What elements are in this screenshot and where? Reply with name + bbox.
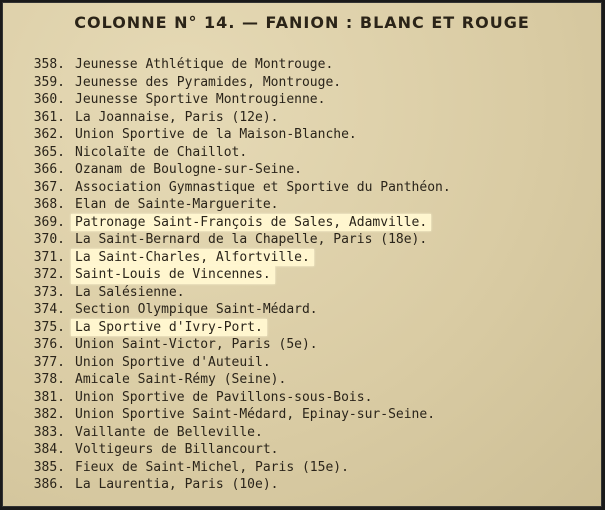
entry-name: Section Olympique Saint-Médard. [75, 302, 318, 317]
entry-name: Vaillante de Belleville. [75, 424, 263, 440]
entry-number: 359. [33, 74, 65, 90]
entry-name: La Salésienne. [75, 284, 185, 300]
entry-name: Voltigeurs de Billancourt. [75, 442, 279, 457]
entry-name: La Saint-Charles, Alfortville. [71, 249, 314, 267]
entry-name: Fieux de Saint-Michel, Paris (15e). [75, 459, 349, 475]
entry-number: 376. [33, 337, 65, 352]
entry-number: 385. [33, 459, 65, 475]
entry-number: 374. [33, 302, 65, 317]
list-item [21, 301, 455, 319]
list-item [21, 231, 455, 249]
list-item [21, 371, 455, 389]
entry-name: Union Sportive d'Auteuil. [75, 354, 271, 370]
entry-name: Nicolaïte de Chaillot. [75, 144, 248, 160]
entry-number: 383. [33, 424, 65, 440]
entry-number: 362. [33, 127, 65, 142]
list-item [21, 336, 455, 354]
entry-name: Jeunesse des Pyramides, Montrouge. [75, 74, 342, 90]
entry-name: Saint-Louis de Vincennes. [71, 266, 275, 284]
list-item [21, 441, 455, 459]
entry-number: 370. [33, 232, 65, 247]
entry-number: 372. [33, 267, 65, 282]
entry-number: 377. [33, 354, 65, 370]
entry-name: La Sportive d'Ivry-Port. [71, 319, 267, 337]
entry-name: Ozanam de Boulogne-sur-Seine. [75, 162, 302, 177]
list-item [21, 354, 455, 372]
entry-number: 371. [33, 249, 65, 265]
entry-number: 367. [33, 179, 65, 195]
list-item [21, 109, 455, 127]
list-item [21, 389, 455, 407]
entry-number: 368. [33, 197, 65, 212]
list-item-highlighted [21, 249, 455, 267]
entry-name: La Laurentia, Paris (10e). [75, 477, 279, 492]
entry-name: Elan de Sainte-Marguerite. [75, 197, 279, 212]
list-item [21, 459, 455, 477]
list-item [21, 179, 455, 197]
entry-name: Patronage Saint-François de Sales, Adamville. [71, 214, 431, 232]
entry-number: 381. [33, 389, 65, 405]
entry-name: La Saint-Bernard de la Chapelle, Paris (18e). [75, 232, 428, 247]
entry-name: Union Sportive de Pavillons-sous-Bois. [75, 389, 373, 405]
entry-number: 361. [33, 109, 65, 125]
entry-name: Union Sportive de la Maison-Blanche. [75, 127, 357, 142]
entry-name: Jeunesse Sportive Montrougienne. [75, 92, 326, 107]
entry-number: 369. [33, 214, 65, 230]
entry-name: Association Gymnastique et Sportive du Panthéon. [75, 179, 451, 195]
entry-number: 382. [33, 407, 65, 422]
entry-number: 373. [33, 284, 65, 300]
list-item [21, 161, 455, 179]
entry-number: 366. [33, 162, 65, 177]
entry-list [21, 56, 455, 494]
list-item-highlighted [21, 266, 455, 284]
entry-number: 365. [33, 144, 65, 160]
entry-number: 378. [33, 372, 65, 387]
list-item [21, 144, 455, 162]
list-item [21, 196, 455, 214]
entry-number: 375. [33, 319, 65, 335]
list-item-highlighted [21, 214, 455, 232]
entry-name: Union Sportive Saint-Médard, Epinay-sur-Seine. [75, 407, 436, 422]
list-item [21, 126, 455, 144]
entry-name: Union Saint-Victor, Paris (5e). [75, 337, 318, 352]
list-item [21, 424, 455, 442]
entry-name: La Joannaise, Paris (12e). [75, 109, 279, 125]
entry-number: 358. [33, 57, 65, 72]
list-item [21, 74, 455, 92]
document-page [2, 2, 602, 507]
list-item [21, 476, 455, 494]
entry-number: 360. [33, 92, 65, 107]
list-item [21, 406, 455, 424]
entry-number: 384. [33, 442, 65, 457]
list-item [21, 56, 455, 74]
column-heading: COLONNE N° 14. — FANION : BLANC ET ROUGE [74, 13, 530, 32]
entry-name: Jeunesse Athlétique de Montrouge. [75, 57, 334, 72]
entry-number: 386. [33, 477, 65, 492]
list-item [21, 284, 455, 302]
list-item [21, 91, 455, 109]
entry-name: Amicale Saint-Rémy (Seine). [75, 372, 287, 387]
list-item-highlighted [21, 319, 455, 337]
